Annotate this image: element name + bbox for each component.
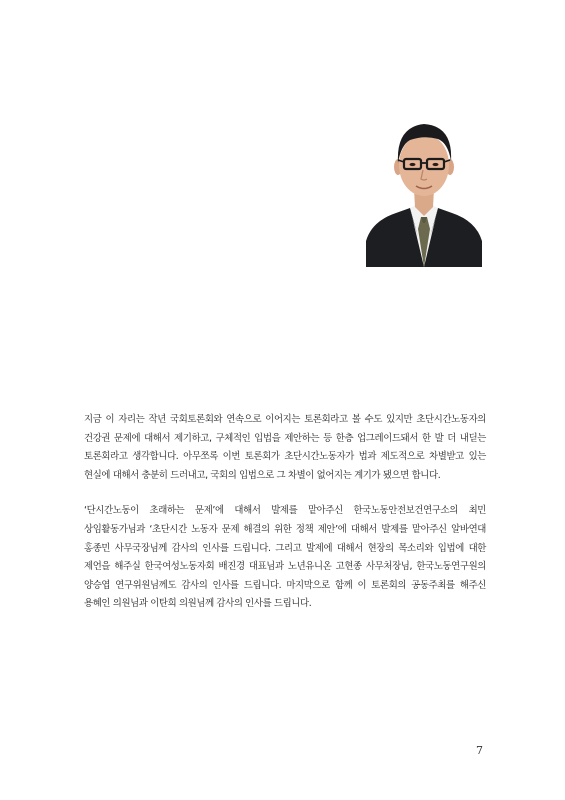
paragraph: ‘단시간노동이 초래하는 문제’에 대해서 발제를 맡아주신 한국노동안전보건연구소의 최민 상임활동가님과 ‘초단시간 노동자 문제 해결의 위한 정책 제안’에 대해서 발제를 맡아주신 알바연대 홍종민 사무국장님께 감사의 인사를 드립니다. 그리고 발제에 대해서 현장의 목소리와 입법에 대한 제언을 해주실 한국여성노동자회 배진경 대표님과 노년유니온 고현종 사무처장님, 한국노동연구원의 양승엽 연구위원님께도 감사의 인사를 드립니다. 마지막으로 함께 이 토론회의 공동주최를 해주신 용혜인 의원님과 이탄희 의원님께 감사의 인사를 드립니다. xyxy=(84,505,486,610)
paragraph: 지금 이 자리는 작년 국회토론회와 연속으로 이어지는 토론회라고 볼 수도 있지만 초단시간노동자의 건강권 문제에 대해서 제기하고, 구체적인 입법을 제안하는 등 한층 업그레이드돼서 한 발 더 내딛는 토론회라고 생각합니다. 아무쪼록 이번 토론회가 초단시간노동자가 법과 제도적으로 차별받고 있는 현실에 대해서 충분히 드러내고, 국회의 입법으로 그 차별이 없어지는 계기가 됐으면 합니다. xyxy=(84,414,486,481)
page-number: 7 xyxy=(476,744,483,757)
body-text xyxy=(84,411,486,614)
person-photo-icon xyxy=(366,113,482,267)
speaker-portrait xyxy=(366,113,482,267)
